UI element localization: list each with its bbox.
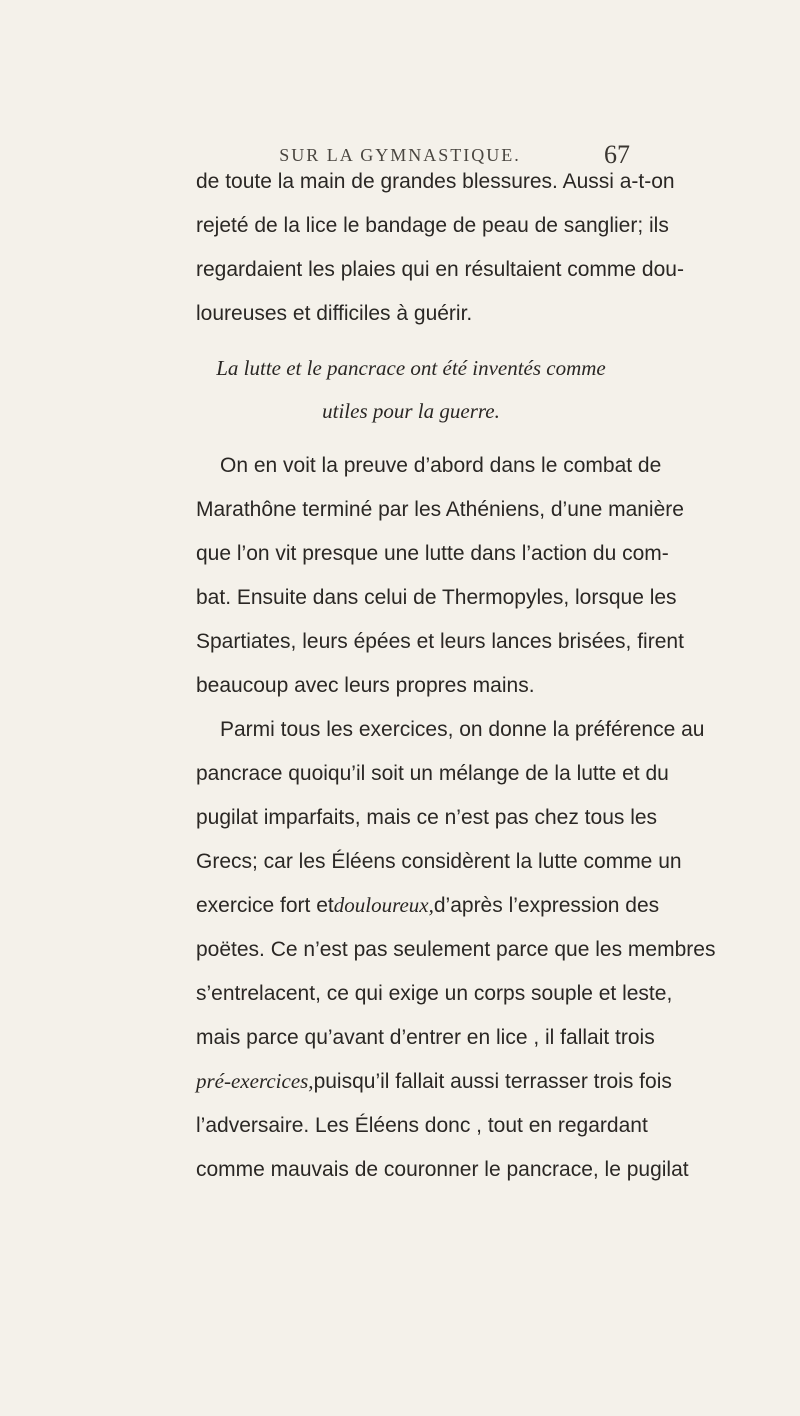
running-title: SUR LA GYMNASTIQUE.	[279, 145, 521, 165]
section-heading-line-1: La lutte et le pancrace ont été inventés comme	[216, 356, 606, 380]
text-line: Grecs; car les Éléens considèrent la lutte comme un	[196, 850, 682, 873]
text-line: de toute la main de grandes blessures. Aussi a-t-on	[196, 170, 675, 193]
text-line: comme mauvais de couronner le pancrace, le pugilat	[196, 1158, 689, 1181]
text-segment: puisqu’il fallait aussi terrasser trois fois	[313, 1070, 672, 1093]
text-line: pancrace quoiqu’il soit un mélange de la lutte et du	[196, 762, 669, 785]
text-line-with-italic	[196, 892, 660, 919]
text-line: mais parce qu’avant d’entrer en lice , il fallait trois	[196, 1026, 655, 1049]
text-segment: d’après l’expression des	[433, 894, 660, 917]
text-line: Spartiates, leurs épées et leurs lances brisées, firent	[196, 630, 684, 653]
text-line: regardaient les plaies qui en résultaient comme dou-	[196, 258, 684, 281]
italic-word: douloureux,	[333, 893, 434, 917]
text-segment: exercice fort et	[196, 894, 334, 917]
text-line: que l’on vit presque une lutte dans l’action du com-	[196, 542, 669, 565]
text-line: bat. Ensuite dans celui de Thermopyles, lorsque les	[196, 586, 677, 609]
text-line: s’entrelacent, ce qui exige un corps souple et leste,	[196, 982, 673, 1005]
section-heading-line-2: utiles pour la guerre.	[322, 399, 500, 423]
italic-word: pré-exercices,	[196, 1069, 314, 1093]
text-line: On en voit la preuve d’abord dans le combat de	[220, 454, 662, 477]
text-line: pugilat imparfaits, mais ce n’est pas chez tous les	[196, 806, 658, 829]
text-line: l’adversaire. Les Éléens donc , tout en regardant	[196, 1114, 648, 1137]
text-line: Marathône terminé par les Athéniens, d’une manière	[196, 498, 684, 521]
text-line-with-italic	[196, 1068, 672, 1095]
text-line: poëtes. Ce n’est pas seulement parce que les membres	[196, 938, 716, 961]
text-line: beaucoup avec leurs propres mains.	[196, 674, 535, 697]
text-line: Parmi tous les exercices, on donne la préférence au	[220, 718, 705, 741]
text-line: loureuses et difficiles à guérir.	[196, 302, 473, 325]
text-line: rejeté de la lice le bandage de peau de sanglier; ils	[196, 214, 669, 237]
page-number: 67	[604, 140, 630, 169]
